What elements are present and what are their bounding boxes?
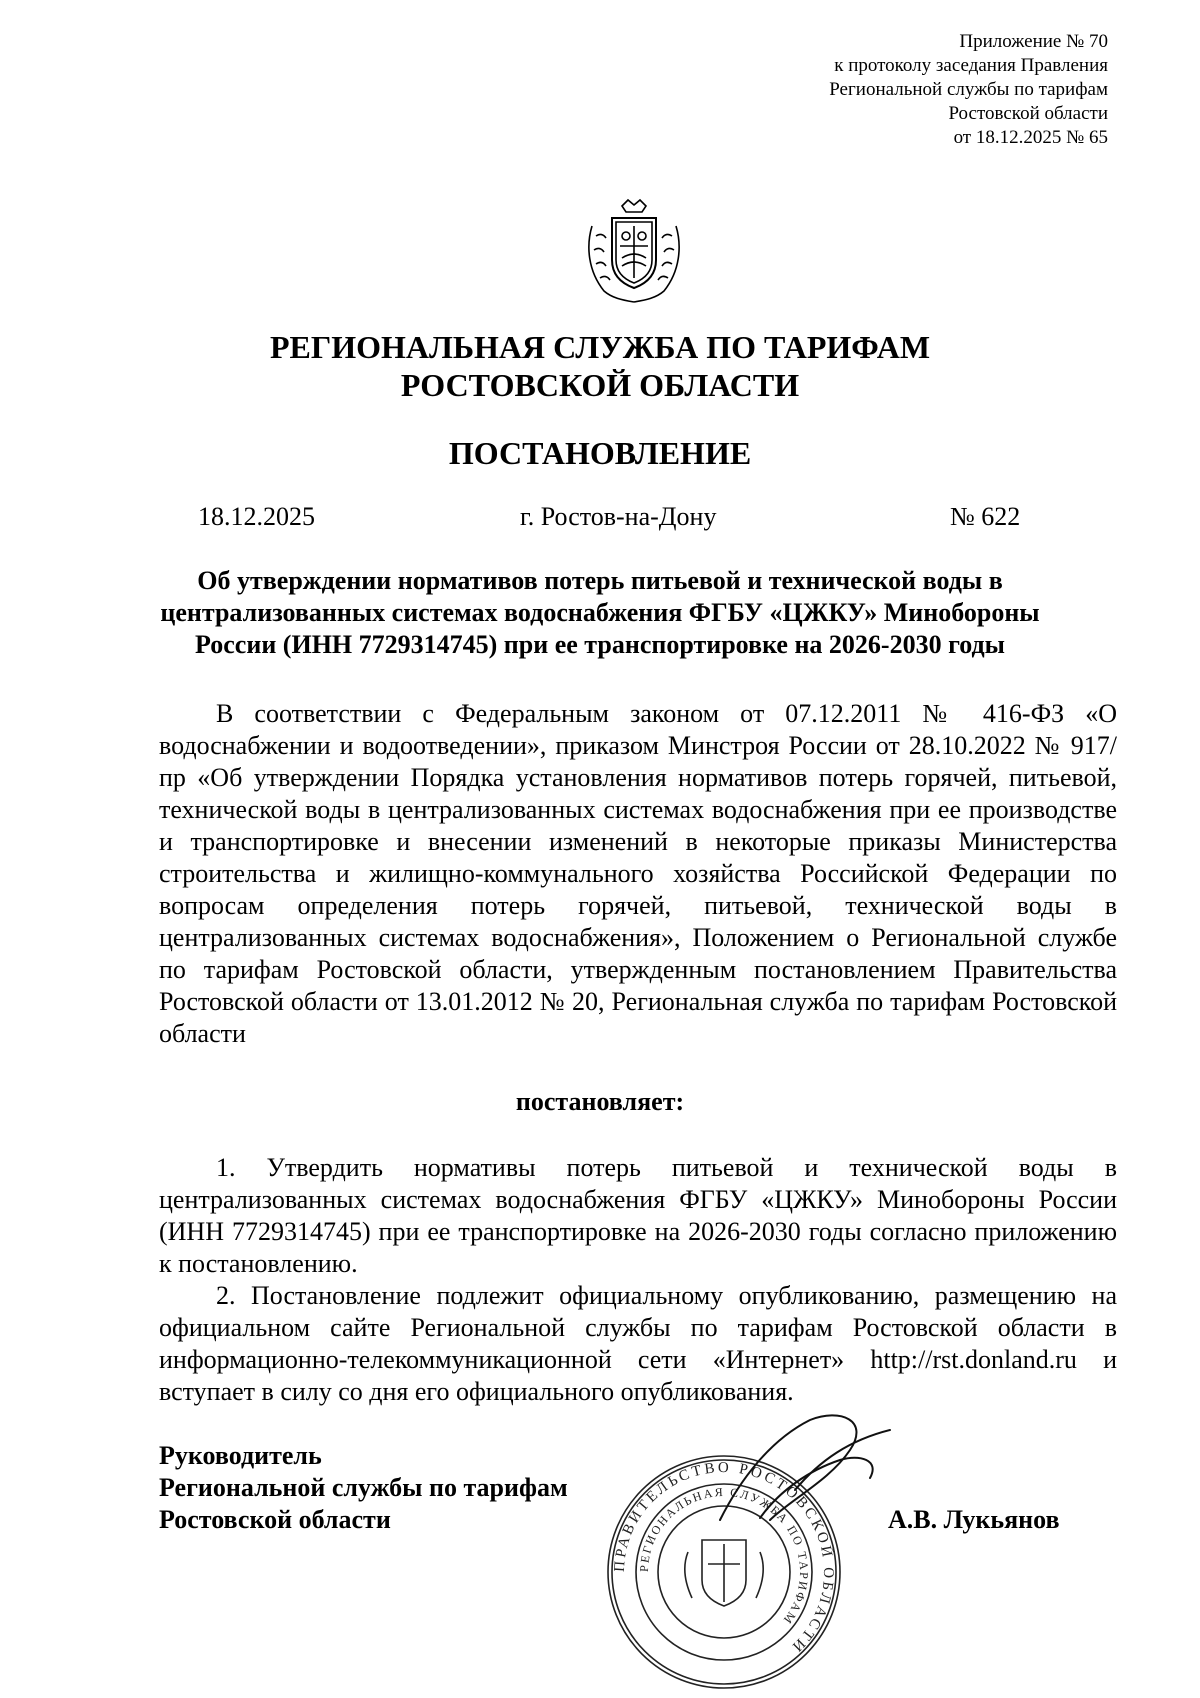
clauses-section (159, 1152, 1117, 1408)
appendix-line: Региональной службы по тарифам (829, 79, 1108, 100)
preamble-paragraph: В соответствии с Федеральным законом от 07.12.2011 № 416-ФЗ «О водоснабжении и водоотведении», приказом Минстроя России от 28.10.2022 № 917/пр «Об утверждении Порядка установления нормативов потерь горячей, питьевой, технической воды в централизованных системах водоснабжения при ее производстве и транспортировке и внесении изменений в некоторые приказы Министерства строительства и жилищно-коммунального хозяйства Российской Федерации по вопросам определения потерь горячей, питьевой, технической воды в централизованных системах водоснабжения», Положением о Региональной службе по тарифам Ростовской области, утвержденным постановлением Правительства Ростовской области от 13.01.2012 № 20, Региональная служба по тарифам Ростовской области (159, 699, 1117, 1048)
document-city: г. Ростов-на-Дону (520, 502, 717, 531)
appendix-note (829, 30, 1108, 150)
document-subject: Об утверждении нормативов потерь питьевой и технической воды в централизованных системах водоснабжения ФГБУ «ЦЖКУ» Минобороны России (ИНН 7729314745) при ее транспортировке на 2026-2030 годы (160, 566, 1040, 659)
appendix-line: Ростовской области (948, 103, 1108, 124)
seal-outer-text: ПРАВИТЕЛЬСТВО РОСТОВСКОЙ ОБЛАСТИ (611, 1459, 837, 1657)
appendix-line: Приложение № 70 (959, 31, 1108, 52)
signer-title-line: Ростовской области (159, 1505, 391, 1534)
signer-title (159, 1440, 568, 1536)
signer-name: А.В. Лукьянов (888, 1505, 1060, 1534)
organization-title-line: РЕГИОНАЛЬНАЯ СЛУЖБА ПО ТАРИФАМ (269, 329, 931, 365)
organization-title-line: РОСТОВСКОЙ ОБЛАСТИ (400, 367, 800, 403)
appendix-line: к протоколу заседания Правления (834, 55, 1108, 76)
document-number: № 622 (950, 502, 1021, 531)
clause-paragraph: 1. Утвердить нормативы потерь питьевой и технической воды в централизованных системах водоснабжения ФГБУ «ЦЖКУ» Минобороны России (ИНН 7729314745) при ее транспортировке на 2026-2030 годы согласно приложению к постановлению. (159, 1153, 1117, 1278)
organization-title (0, 328, 1200, 404)
document-date: 18.12.2025 (198, 502, 315, 531)
coat-of-arms-icon (582, 196, 686, 306)
signer-title-line: Руководитель (159, 1441, 322, 1470)
resolves-heading: постановляет: (515, 1087, 685, 1116)
handwritten-signature-icon (700, 1400, 910, 1550)
clause-paragraph: 2. Постановление подлежит официальному опубликованию, размещению на официальном сайте Региональной службы по тарифам Ростовской области в информационно-телекоммуникационной сети «Интернет» http://rst.donland.ru и вступает в силу со дня его официального опубликования. (159, 1281, 1117, 1406)
appendix-line: от 18.12.2025 № 65 (953, 127, 1108, 148)
signer-title-line: Региональной службы по тарифам (159, 1473, 568, 1502)
seal-inner-text: РЕГИОНАЛЬНАЯ СЛУЖБА ПО ТАРИФАМ (636, 1484, 812, 1628)
document-type: ПОСТАНОВЛЕНИЕ (448, 435, 752, 471)
